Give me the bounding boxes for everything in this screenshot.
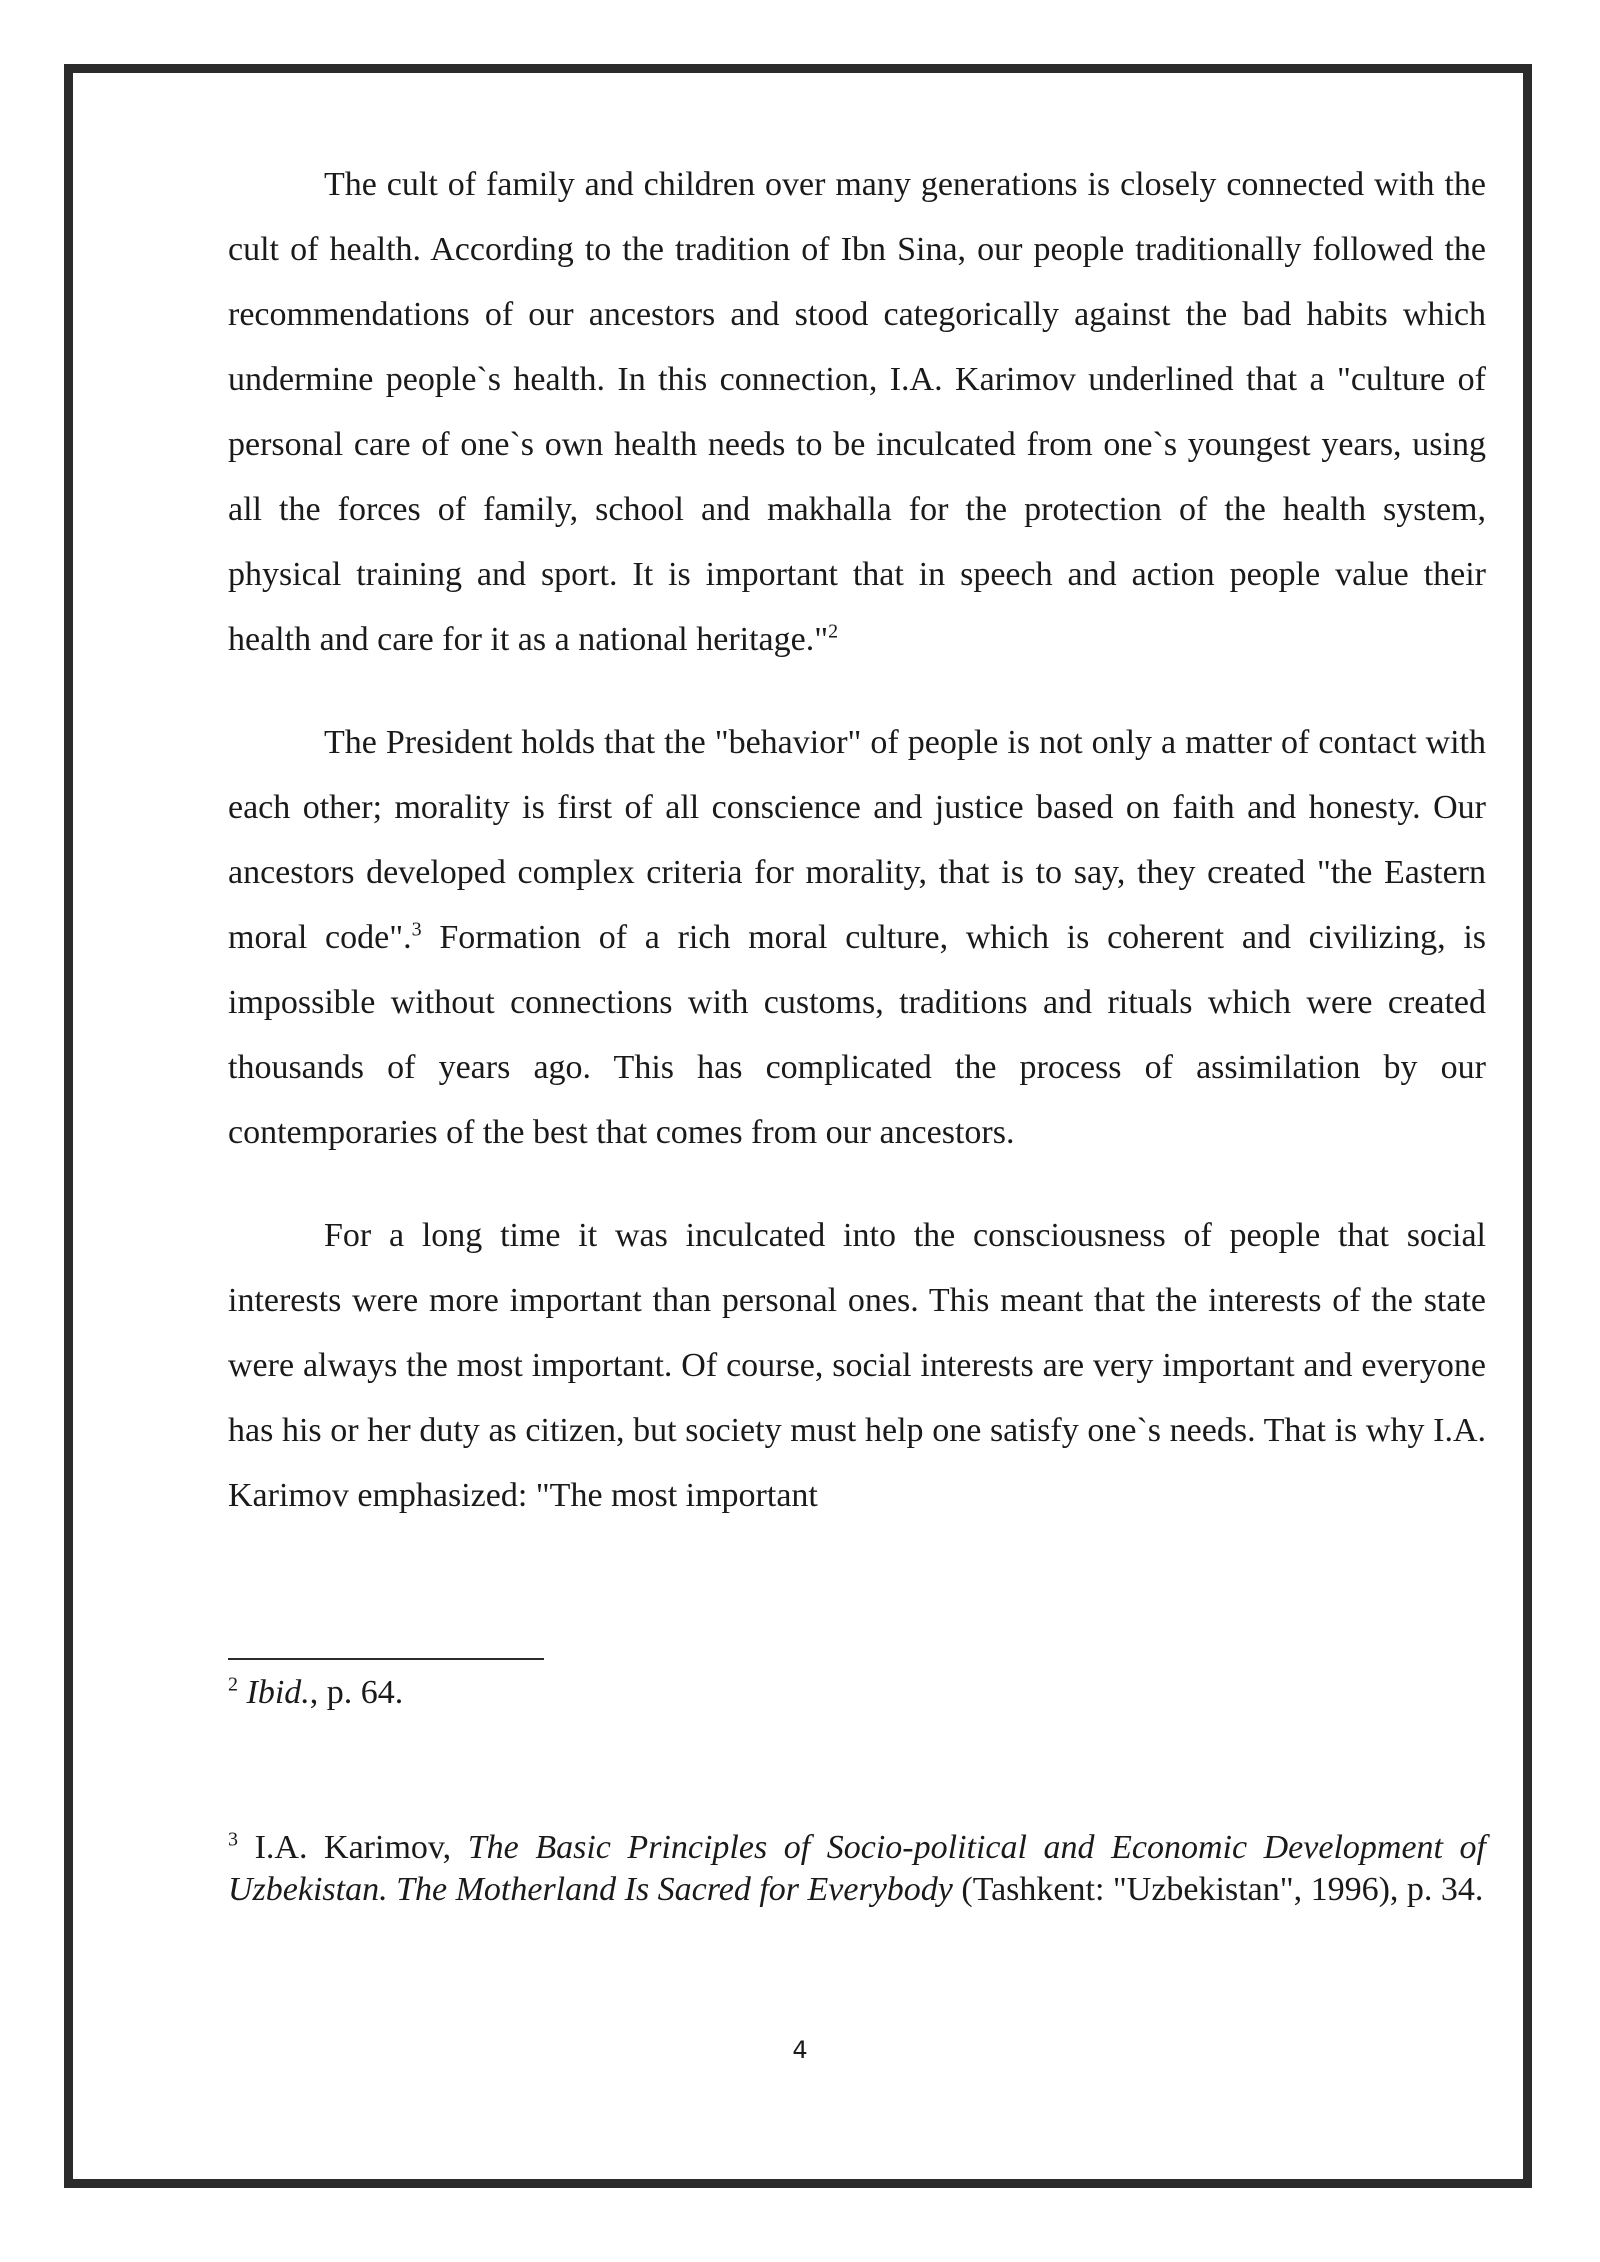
- paragraph-2-text: The President holds that the "behavior" of people is not only a matter of contact with each other; morality is first of all conscience and justice based on faith and honesty. Our ancestors developed complex criteria for morality, that is to say, they created "the Eastern moral code".: [228, 724, 1486, 956]
- footnote-2: [228, 1672, 1486, 1714]
- paragraph-2-text-continued: Formation of a rich moral culture, which is coherent and civilizing, is impossible without connections with customs, traditions and rituals which were created thousands of years ago. This has complicated the process of assimilation by our contemporaries of the best that comes from our ancestors.: [228, 919, 1486, 1151]
- paragraph-3-text: For a long time it was inculcated into the consciousness of people that social interests were more important than personal ones. This meant that the interests of the state were always the most important. Of course, social interests are very important and everyone has his or her duty as citizen, but society must help one satisfy one`s needs. That is why I.A. Karimov emphasized: "The most important: [228, 1217, 1486, 1514]
- footnote-3-rest: (Tashkent: "Uzbekistan", 1996), p. 34.: [952, 1871, 1484, 1908]
- footnote-separator: [228, 1658, 544, 1660]
- footnote-ref-3[interactable]: 3: [411, 918, 422, 941]
- main-body-text: [228, 152, 1486, 1528]
- paragraph-1-text: The cult of family and children over many generations is closely connected with the cult of health. According to the tradition of Ibn Sina, our people traditionally followed the recommendations of our ancestors and stood categorically against the bad habits which undermine people`s health. In this connection, I.A. Karimov underlined that a "culture of personal care of one`s own health needs to be inculcated from one`s youngest years, using all the forces of family, school and makhalla for the protection of the health system, physical training and sport. It is important that in speech and action people value their health and care for it as a national heritage.": [228, 166, 1486, 658]
- footnote-2-rest: , p. 64.: [309, 1674, 404, 1711]
- footnote-3-title: The Basic Principles of Socio-political and Economic Development of Uzbekistan. The Motherland Is Sacred for Everybody: [228, 1829, 1486, 1908]
- footnote-3-number: 3: [228, 1828, 238, 1851]
- paragraph-1: [228, 152, 1486, 672]
- footnote-2-number: 2: [228, 1673, 238, 1696]
- footnote-3-author: I.A. Karimov,: [254, 1829, 468, 1866]
- footnote-2-italic: Ibid.: [246, 1674, 310, 1711]
- page-number: 4: [792, 2036, 808, 2064]
- paragraph-2: [228, 710, 1486, 1165]
- paragraph-3: [228, 1203, 1486, 1528]
- footnote-ref-2[interactable]: 2: [828, 620, 839, 643]
- footnote-3: [228, 1827, 1486, 1911]
